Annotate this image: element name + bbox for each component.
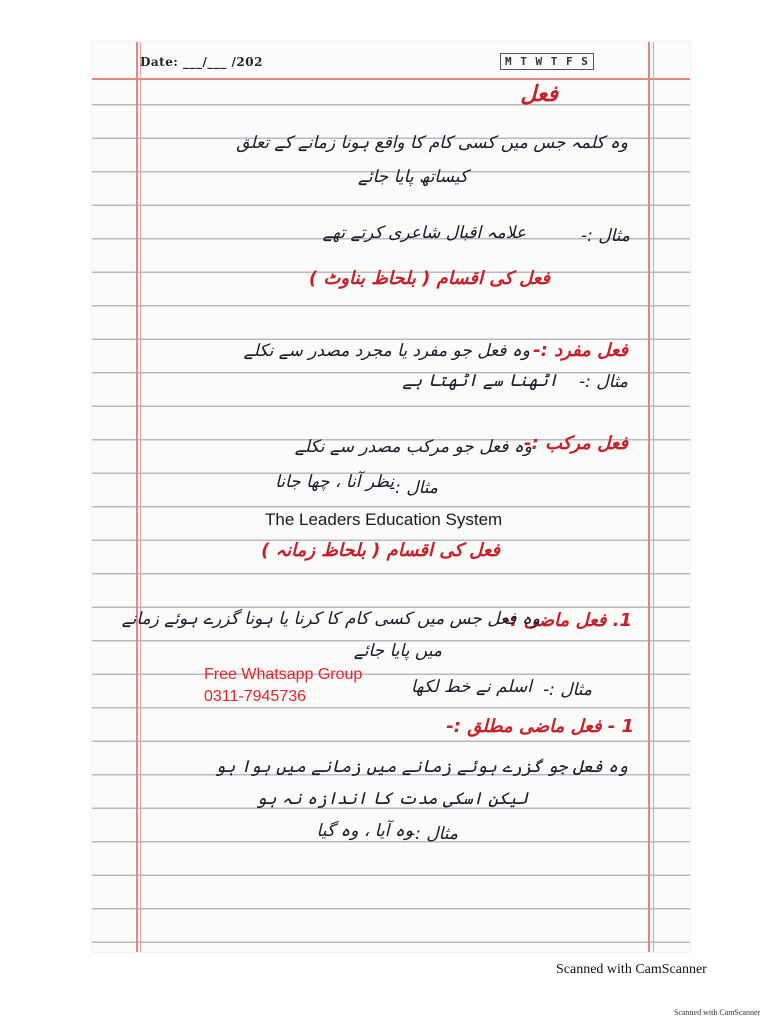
note-line-mazi-label: 1. فعل ماضی :- <box>502 610 632 631</box>
note-line-mufrad-ex-label: مثال :- <box>578 372 628 392</box>
note-line-murakkab-def: وہ فعل جو مرکب مصدر سے نکلے <box>294 437 532 457</box>
note-line-murakkab-ex-label: مثال :- <box>388 478 438 498</box>
note-line-mutlaq-ex-label: مثال :- <box>408 824 458 844</box>
camscanner-label-small: Scanned with CamScanner <box>674 1008 761 1017</box>
note-line-h-kinds1: فعل کی اقسام ( بلحاظ بناوٹ ) <box>308 268 550 289</box>
note-line-mutlaq-ex: وہ آیا ، وہ گیا <box>316 821 413 841</box>
note-line-mutlaq-label: 1 - فعل ماضی مطلق :- <box>446 716 634 737</box>
camscanner-label: Scanned with CamScanner <box>556 962 707 977</box>
note-line-ex1-text: علامہ اقبال شاعری کرتے تھے <box>322 223 526 243</box>
note-line-mufrad-ex: اٹھنا سے اٹھتا ہے <box>402 371 558 391</box>
right-margin-line-inner <box>653 42 654 952</box>
left-margin-line <box>136 42 138 952</box>
note-line-murakkab-ex: نظر آنا ، چھا جانا <box>275 472 394 492</box>
note-line-mutlaq-def1: وہ فعل جو گزرے ہوئے زمانے میں زمانے میں ہوا ہو <box>215 757 628 777</box>
date-field: Date: ___/___ /202 <box>140 55 263 69</box>
note-line-mazi-def2: میں پایا جائے <box>353 641 442 661</box>
note-line-def2: کیساتھ پایا جائے <box>357 167 468 187</box>
watermark-group: Free Whatsapp Group <box>204 666 363 683</box>
note-line-title: فعل <box>520 82 558 107</box>
note-line-mufrad-label: فعل مفرد :- <box>533 340 628 361</box>
note-line-mufrad-def: وہ فعل جو مفرد یا مجرد مصدر سے نکلے <box>243 341 530 361</box>
watermark-phone: 0311-7945736 <box>204 688 307 705</box>
left-margin-line-inner <box>140 42 141 952</box>
note-line-mazi-ex: اسلم نے خط لکھا <box>410 677 532 697</box>
weekday-boxes: M T W T F S <box>500 53 594 70</box>
note-line-ex1-label: مثال :- <box>580 226 630 246</box>
note-line-mutlaq-def2: لیکن اسکی مدت کا اندازہ نہ ہو <box>256 789 528 809</box>
note-line-mazi-def1: وہ فعل جس میں کسی کام کا کرنا یا ہونا گزرے ہوئے زمانے <box>121 609 540 629</box>
note-line-h-kinds2: فعل کی اقسام ( بلحاظ زمانہ ) <box>261 540 500 561</box>
right-margin-line <box>648 42 650 952</box>
note-line-mazi-ex-label: مثال :- <box>542 680 592 700</box>
note-line-def1: وہ کلمہ جس میں کسی کام کا واقع ہونا زمانے کے تعلق <box>236 133 628 153</box>
note-line-murakkab-label: فعل مرکب :- <box>524 433 628 454</box>
header-rule <box>92 78 690 80</box>
watermark-title: The Leaders Education System <box>265 510 503 529</box>
